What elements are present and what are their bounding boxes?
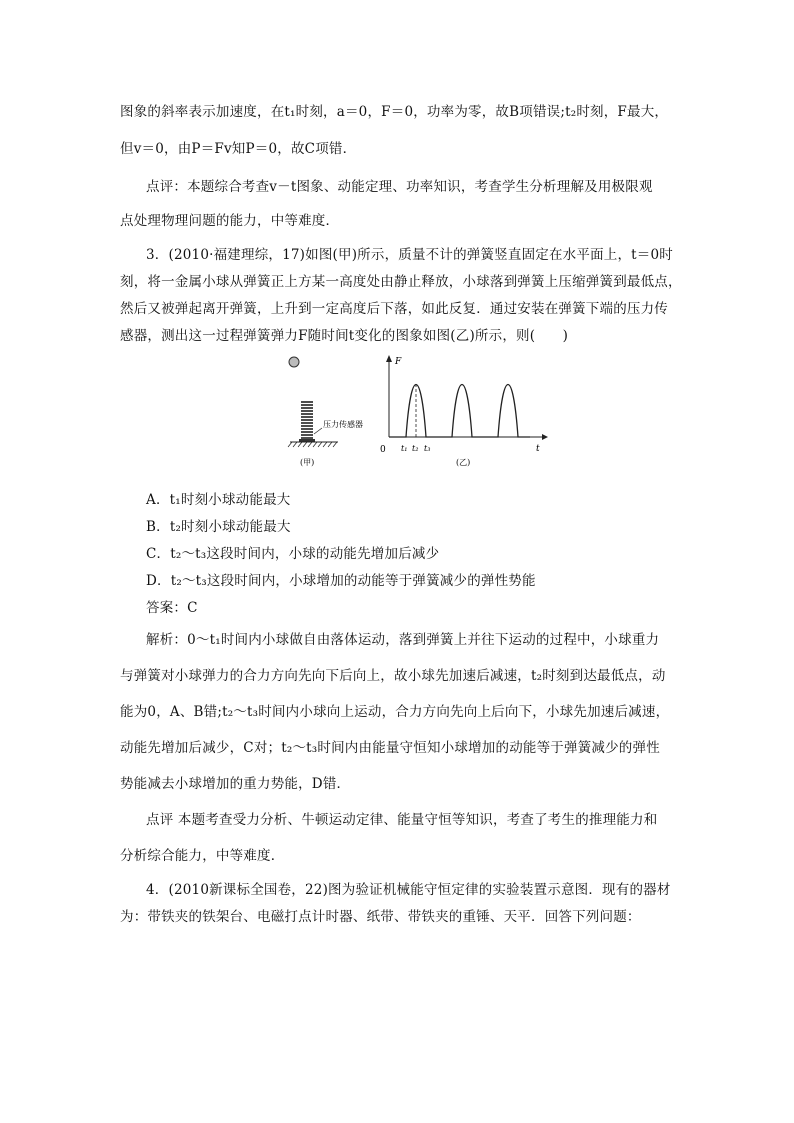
sensor-pointer <box>314 428 322 434</box>
t2-label: t₂ <box>412 444 419 453</box>
option-d: D．t₂～t₃这段时间内，小球增加的动能等于弹簧减少的弹性势能 <box>146 573 536 589</box>
explanation-line: 解析：0～t₁时间内小球做自由落体运动，落到弹簧上并往下运动的过程中，小球重力 <box>146 632 660 648</box>
text-line: 图象的斜率表示加速度，在t₁时刻，a＝0，F＝0，功率为零，故B项错误;t₂时刻，F最大， <box>120 104 669 120</box>
figure-yi-label: (乙) <box>456 458 471 467</box>
spring <box>301 402 313 438</box>
f-axis-label: F <box>395 357 402 367</box>
t1-label: t₁ <box>401 444 408 453</box>
question-3-line: 刻，将一金属小球从弹簧正上方某一高度处由静止释放，小球落到弹簧上压缩弹簧到最低点， <box>120 274 682 290</box>
figure-jia-label: (甲) <box>300 458 315 467</box>
explanation-line: 能为0，A、B错;t₂～t₃时间内小球向上运动，合力方向先向上后向下，小球先加速后减速， <box>120 704 670 720</box>
answer: 答案：C <box>146 600 198 616</box>
option-a: A．t₁时刻小球动能最大 <box>146 492 291 508</box>
spring-force-figure <box>280 352 550 478</box>
explanation-line: 动能先增加后减少，C对；t₂～t₃时间内由能量守恒知小球增加的动能等于弹簧减少的弹性 <box>120 740 660 756</box>
option-b: B．t₂时刻小球动能最大 <box>146 519 291 535</box>
option-c: C．t₂～t₃这段时间内，小球的动能先增加后减少 <box>146 546 440 562</box>
explanation-line: 势能减去小球增加的重力势能，D错． <box>120 776 351 792</box>
t-axis-label: t <box>536 444 540 454</box>
question-3-line: 感器，测出这一过程弹簧弹力F随时间t变化的图象如图(乙)所示，则( ) <box>120 328 569 344</box>
sensor-label: 压力传感器 <box>323 420 363 429</box>
comment-line: 分析综合能力，中等难度． <box>120 848 285 864</box>
origin-label: 0 <box>380 445 386 455</box>
t3-label: t₃ <box>424 444 431 453</box>
comment-line: 点评：本题综合考查v－t图象、动能定理、功率知识，考查学生分析理解及用极限观 <box>146 179 653 195</box>
comment-line: 点评 本题考查受力分析、牛顿运动定律、能量守恒等知识，考查了考生的推理能力和 <box>146 812 658 828</box>
force-curve <box>389 385 530 438</box>
ball <box>289 357 299 367</box>
text-line: 但v＝0，由P＝Fv知P＝0，故C项错． <box>120 141 357 157</box>
ground-hatch <box>288 442 337 447</box>
question-4-line: 为：带铁夹的铁架台、电磁打点计时器、纸带、带铁夹的重锤、天平．回答下列问题： <box>120 909 641 925</box>
question-3-line: 然后又被弹起离开弹簧，上升到一定高度后下落，如此反复．通过安装在弹簧下端的压力传 <box>120 301 668 317</box>
t-axis-arrow <box>542 434 548 440</box>
comment-line: 点处理物理问题的能力，中等难度． <box>120 213 340 229</box>
question-4-line: 4．(2010新课标全国卷，22)图为验证机械能守恒定律的实验装置示意图．现有的器材 <box>146 882 671 898</box>
question-3-line: 3．(2010·福建理综，17)如图(甲)所示，质量不计的弹簧竖直固定在水平面上，t＝0时 <box>146 247 673 263</box>
f-axis-arrow <box>386 355 392 362</box>
explanation-line: 与弹簧对小球弹力的合力方向先向下后向上，故小球先加速后减速，t₂时刻到达最低点，动 <box>120 668 666 684</box>
